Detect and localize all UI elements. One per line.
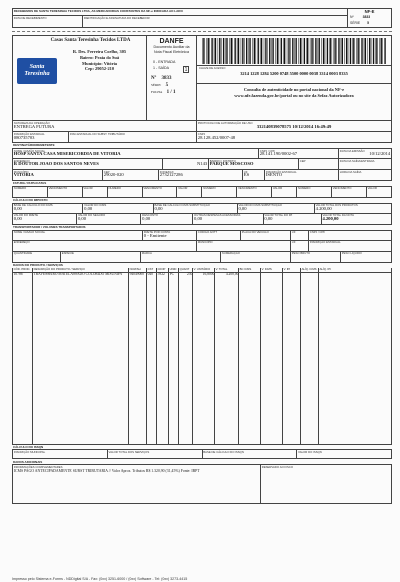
danfe-subtitle-1: Documento Auxiliar da xyxy=(147,45,196,49)
danfe-document xyxy=(12,8,392,568)
product-col-divider xyxy=(239,273,261,444)
product-col-header: CFOP xyxy=(157,268,169,272)
outras-label: OUTRAS DESPESAS ACESSÓRIAS xyxy=(194,214,262,217)
product-cell: 10786 xyxy=(13,273,33,278)
invoice-col-label: VENCIMENTO xyxy=(49,187,81,190)
invoice-col-5 xyxy=(177,187,202,197)
product-col-divider xyxy=(13,273,33,444)
invoice-col-label: VALOR xyxy=(83,187,106,190)
receipt-serie-label: SÉRIE xyxy=(350,21,360,25)
products-table xyxy=(12,273,392,445)
recipient-city-label: MUNICÍPIO xyxy=(14,171,101,174)
product-cell xyxy=(301,273,319,278)
product-cell xyxy=(319,273,391,278)
product-col-header: QUANT xyxy=(179,268,193,272)
recipient-phone: 2732127286 xyxy=(160,173,241,178)
product-cell: 040 xyxy=(147,273,157,278)
product-col-header: UNID xyxy=(169,268,179,272)
protocolo-value: 332140839078575 10/12/2014 16:49:49 xyxy=(198,125,390,130)
access-key xyxy=(197,66,391,84)
invoice-col-3 xyxy=(108,187,143,197)
additional-info: ICMS PAGO ANTECIPADAMENTE SUBST TRIBUTARIA // Valor Aprox. Tributos R$ 1.320,90 (31,45%) Fonte: IBPT xyxy=(14,469,259,473)
receipt-nfe-label: NF-E xyxy=(350,10,389,14)
frete-label: VALOR DO FRETE xyxy=(14,214,76,217)
carrier-plate-label: PLACA DO VEÍCULO xyxy=(242,231,289,234)
danfe-block xyxy=(147,36,197,120)
barcode xyxy=(197,36,391,66)
recipient-cnpj-label: CNPJ / CPF xyxy=(260,150,337,153)
receipt-numero: 3833 xyxy=(363,15,371,19)
recipient-uf: ES xyxy=(244,173,263,178)
recipient-cep-label: CEP xyxy=(300,160,337,163)
product-col-divider xyxy=(319,273,391,444)
product-col-header: CST xyxy=(147,268,157,272)
product-col-divider xyxy=(179,273,193,444)
invoice-col-label: NÚMERO xyxy=(203,187,235,190)
carrier-brand-label: MARCA xyxy=(142,252,219,255)
product-col-divider xyxy=(33,273,129,444)
receipt-numero-label: Nº xyxy=(350,15,354,19)
recipient-cnpj: 28.141.190/0002-67 xyxy=(260,152,337,157)
ie-label: INSCRIÇÃO ESTADUAL xyxy=(14,133,67,136)
v-nota-label: VALOR TOTAL DA NOTA xyxy=(322,214,390,217)
invoice-col-label: VENCIMENTO xyxy=(143,187,175,190)
product-col-divider xyxy=(157,273,169,444)
issuer-address-line-2: Bairro: Praia do Suá xyxy=(55,55,144,61)
bc-st: 0,00 xyxy=(155,207,236,212)
product-col-header: CÓD. PROD. xyxy=(13,268,33,272)
issuer-address-line-1: R. Des. Ferreira Coelho, 305 xyxy=(55,49,144,55)
exit-date-label: DATA DA SAÍDA/ENTRADA xyxy=(340,160,390,163)
recipient-uf-label: UF xyxy=(244,171,263,174)
carrier-section-title: TRANSPORTADOR / VOLUMES TRANSPORTADOS xyxy=(13,226,392,229)
barcode-image xyxy=(201,38,387,64)
ie-value: 080735703 xyxy=(14,136,67,141)
ie-st-label: INSC.ESTADUAL DO SUBST. TRIBUTÁRIO xyxy=(70,133,195,136)
carrier-qty-label: QUANTIDADE xyxy=(14,252,59,255)
recipient-phone-label: FONE/FAX xyxy=(160,171,241,174)
recipient-ie-label: INSCRIÇÃO ESTADUAL xyxy=(266,171,337,174)
invoice-col-label: VALOR xyxy=(178,187,201,190)
recipient-section-title: DESTINATÁRIO/REMETENTE xyxy=(13,144,392,147)
invoice-col-label: NÚMERO xyxy=(298,187,330,190)
product-col-header: V. ICMS xyxy=(261,268,283,272)
product-col-divider xyxy=(301,273,319,444)
product-col-header: ALÍQ. IPI xyxy=(319,268,391,272)
product-cell xyxy=(261,273,283,278)
issuer-name: Casas Santa Teresinha Tecidos LTDA xyxy=(37,38,144,43)
invoice-col-11 xyxy=(367,187,391,197)
desconto: 0,00 xyxy=(142,217,191,222)
frete: 0,00 xyxy=(14,217,76,222)
ipi: 0,00 xyxy=(264,217,319,222)
print-footer: Impresso pelo Sistema e-Forms - NDDigital S/A - Fax: (0xx) 3251-6000 / (0xx) Software - Tel: (0xx) 3273-4415 xyxy=(12,578,392,582)
carrier-net-weight-label: PESO LÍQUIDO xyxy=(342,252,390,255)
product-row xyxy=(13,273,391,278)
danfe-folha: 1 / 1 xyxy=(167,90,176,95)
v-icms: 0,00 xyxy=(84,207,152,212)
invoice-col-label: VENCIMENTO xyxy=(238,187,270,190)
danfe-subtitle-2: Nota Fiscal Eletrônica xyxy=(147,50,196,54)
authenticity-line-1: Consulta de autenticidade no portal nacional da NF-e xyxy=(200,87,388,93)
additional-row xyxy=(12,464,392,504)
product-col-divider xyxy=(169,273,179,444)
product-col-divider xyxy=(215,273,239,444)
invoice-col-label: NÚMERO xyxy=(109,187,141,190)
additional-info-label: INFORMAÇÕES COMPLEMENTARES xyxy=(14,466,259,469)
recipient-name: HOSP SANTA CASA MISERICORDIA DE VITORIA xyxy=(14,152,257,157)
product-col-header: V. IPI xyxy=(283,268,301,272)
product-col-header: DESCRIÇÃO DO PRODUTO / SERVIÇO xyxy=(33,268,129,272)
carrier-freight: 0 - Emitente xyxy=(144,234,195,239)
v-prod-label: VALOR TOTAL DOS PRODUTOS xyxy=(316,204,391,207)
issuer-address-line-3: Município: Vitória xyxy=(55,61,144,67)
issuer-address xyxy=(55,49,144,72)
invoice-col-10 xyxy=(332,187,367,197)
recipient-row-2 xyxy=(12,159,392,170)
tax-row-2 xyxy=(12,214,392,225)
natureza-label: NATUREZA DA OPERAÇÃO xyxy=(14,122,195,125)
danfe-saida: 1 - SAÍDA xyxy=(153,65,196,71)
bc-icms-label: BASE DE CÁLCULO DO ICMS xyxy=(14,204,82,207)
invoice-col-label: VALOR xyxy=(368,187,391,190)
recipient-address: R DOUTOR JOAO DOS SANTOS NEVES xyxy=(14,162,161,167)
operation-row xyxy=(12,121,392,132)
tax-section-title: CÁLCULO DO IMPOSTO xyxy=(13,199,392,202)
recipient-city: VITORIA xyxy=(14,173,101,178)
issuer-logo xyxy=(17,58,57,84)
product-col-header: V. UNITÁRIO xyxy=(193,268,215,272)
issuer-block xyxy=(13,36,147,120)
carrier-species-label: ESPÉCIE xyxy=(62,252,139,255)
cnpj-label: CNPJ xyxy=(198,133,390,136)
seguro: 0,00 xyxy=(78,217,140,222)
carrier-numbering-label: NUMERAÇÃO xyxy=(222,252,289,255)
carrier-cnpj-label: CNPJ / CPF xyxy=(310,231,390,234)
danfe-serie-label: SÉRIE: xyxy=(151,83,161,87)
danfe-entrada: 0 - ENTRADA xyxy=(153,59,196,65)
issuer-logo-text: Santa Teresinha xyxy=(24,63,49,77)
receipt-signature-label: IDENTIFICAÇÃO E ASSINATURA DO RECEBEDOR xyxy=(84,17,346,20)
issqn-row xyxy=(12,449,392,459)
issqn-im-label: INSCRIÇÃO MUNICIPAL xyxy=(14,451,106,454)
carrier-gross-weight-label: PESO BRUTO xyxy=(292,252,339,255)
receipt-text: RECEBEMOS DE SANTA TERESINHA TECIDOS LTDA, AS MERCADORIAS CONSTANTES DA NF-e INDICADA AO LADO xyxy=(13,9,347,16)
product-col-divider xyxy=(129,273,147,444)
product-col-header: V. TOTAL xyxy=(215,268,239,272)
receipt-stub xyxy=(12,8,392,28)
products-section-title: DADOS DO PRODUTO / SERVIÇOS xyxy=(13,264,392,267)
carrier-freight-label: FRETE POR CONTA xyxy=(144,231,195,234)
carrier-city-label: MUNICÍPIO xyxy=(198,241,289,244)
outras: 0,00 xyxy=(194,217,262,222)
recipient-row-1 xyxy=(12,148,392,159)
receipt-serie: 5 xyxy=(367,21,369,25)
emission-date-label: DATA DA EMISSÃO xyxy=(340,150,390,153)
cut-line xyxy=(12,31,392,32)
ipi-label: VALOR TOTAL DO IPI xyxy=(264,214,319,217)
danfe-numero-label: Nº xyxy=(151,76,156,81)
invoice-col-6 xyxy=(202,187,237,197)
v-st: 0,00 xyxy=(238,207,313,212)
invoice-section-title: FATURA / DUPLICATAS xyxy=(13,182,392,185)
product-cell: PC xyxy=(169,273,179,278)
header xyxy=(12,35,392,121)
product-cell: 250 xyxy=(179,273,193,278)
receipt-date-label: DATA DE RECEBIMENTO xyxy=(14,17,81,20)
product-col-divider xyxy=(261,273,283,444)
recipient-cep2: 29020-020 xyxy=(104,173,157,178)
issqn-value-label: VALOR DO ISSQN xyxy=(298,451,390,454)
product-col-divider xyxy=(193,273,215,444)
recipient-name-label: NOME / RAZÃO SOCIAL xyxy=(14,150,257,153)
issqn-bc-label: BASE DE CÁLCULO DO ISSQN xyxy=(203,451,295,454)
danfe-serie: 5 xyxy=(166,83,169,88)
product-cell: 4.200,00 xyxy=(215,273,239,278)
product-cell: 16,8000 xyxy=(193,273,215,278)
issqn-section-title: CÁLCULO DO ISSQN xyxy=(13,446,392,449)
authenticity-info xyxy=(197,84,391,120)
recipient-number: N143 xyxy=(164,162,207,167)
product-cell: 5922 xyxy=(157,273,169,278)
invoice-col-label: VENCIMENTO xyxy=(333,187,365,190)
recipient-district-label: BAIRRO / DISTRITO xyxy=(210,160,297,163)
product-col-header: NCM/SH xyxy=(129,268,147,272)
recipient-row-3 xyxy=(12,170,392,181)
desconto-label: DESCONTO xyxy=(142,214,191,217)
invoice-col-0 xyxy=(13,187,48,197)
carrier-ie-label: INSCRIÇÃO ESTADUAL xyxy=(310,241,390,244)
issuer-address-line-4: Cep: 29052-210 xyxy=(55,66,144,72)
invoice-col-7 xyxy=(237,187,272,197)
issqn-services-label: VALOR TOTAL DOS SERVIÇOS xyxy=(109,451,201,454)
invoice-row xyxy=(12,186,392,198)
product-col-divider xyxy=(147,273,157,444)
product-cell: TRAVESSEIRO MATELASSADO COLORIDO MISUNIPA xyxy=(33,273,129,278)
invoice-col-label: VALOR xyxy=(273,187,296,190)
access-key-label: CHAVE DE ACESSO xyxy=(199,67,389,70)
seguro-label: VALOR DO SEGURO xyxy=(78,214,140,217)
carrier-antt-label: CÓDIGO ANTT xyxy=(198,231,239,234)
invoice-col-1 xyxy=(48,187,83,197)
product-col-divider xyxy=(283,273,301,444)
v-st-label: VALOR DO ICMS SUBSTITUIÇÃO xyxy=(238,204,313,207)
registration-row xyxy=(12,132,392,143)
emission-date: 10/12/2014 xyxy=(340,152,390,157)
authenticity-line-2: www.nfe.fazenda.gov.br/portal ou no site da Sefaz Autorizadora xyxy=(200,93,388,99)
danfe-title: DANFE xyxy=(147,38,196,45)
v-icms-label: VALOR DO ICMS xyxy=(84,204,152,207)
invoice-col-9 xyxy=(297,187,332,197)
invoice-col-4 xyxy=(143,187,178,197)
cnpj-value: 28.128.452/0007-48 xyxy=(198,136,390,141)
product-cell xyxy=(283,273,301,278)
v-nota: 4.200,00 xyxy=(322,217,390,222)
fisco-label: RESERVADO AO FISCO xyxy=(262,466,390,469)
carrier-uf-label: UF xyxy=(292,231,307,234)
recipient-cep2-label: CEP xyxy=(104,171,157,174)
carrier-uf2-label: UF xyxy=(292,241,307,244)
recipient-address-label: ENDEREÇO xyxy=(14,160,161,163)
receipt-nfe-box xyxy=(347,9,391,27)
carrier-row-3 xyxy=(12,252,392,263)
danfe-numero: 3833 xyxy=(162,76,172,81)
product-col-header: BC ICMS xyxy=(239,268,261,272)
product-cell xyxy=(239,273,261,278)
product-col-header: ALÍQ. ICMS xyxy=(301,268,319,272)
carrier-name-label: NOME / RAZÃO SOCIAL xyxy=(14,231,141,234)
v-prod: 4.200,00 xyxy=(316,207,391,212)
recipient-ie: ISENTO xyxy=(266,173,337,178)
access-key-value: 3214 1228 1284 5200 0748 5500 0000 0038 3314 0003 8335 xyxy=(199,72,389,77)
exit-time-label: HORA DA SAÍDA xyxy=(340,171,390,174)
product-cell: 94049000 xyxy=(129,273,147,278)
invoice-col-8 xyxy=(272,187,297,197)
invoice-col-label: NÚMERO xyxy=(14,187,46,190)
invoice-col-2 xyxy=(83,187,108,197)
additional-section-title: DADOS ADICIONAIS xyxy=(13,461,392,464)
danfe-folha-label: FOLHA xyxy=(151,90,162,94)
natureza-value: ENTREGA FUTURA xyxy=(14,125,195,130)
bc-st-label: BASE DE CÁLCULO ICMS SUBSTITUIÇÃO xyxy=(155,204,236,207)
danfe-tipo: 1 xyxy=(183,66,189,73)
protocolo-label: PROTOCOLO DE AUTORIZAÇÃO DE USO xyxy=(198,122,390,125)
bc-icms: 0,00 xyxy=(14,207,82,212)
carrier-address-label: ENDEREÇO xyxy=(14,241,195,244)
recipient-district: PARQUE MOSCOSO xyxy=(210,162,297,167)
